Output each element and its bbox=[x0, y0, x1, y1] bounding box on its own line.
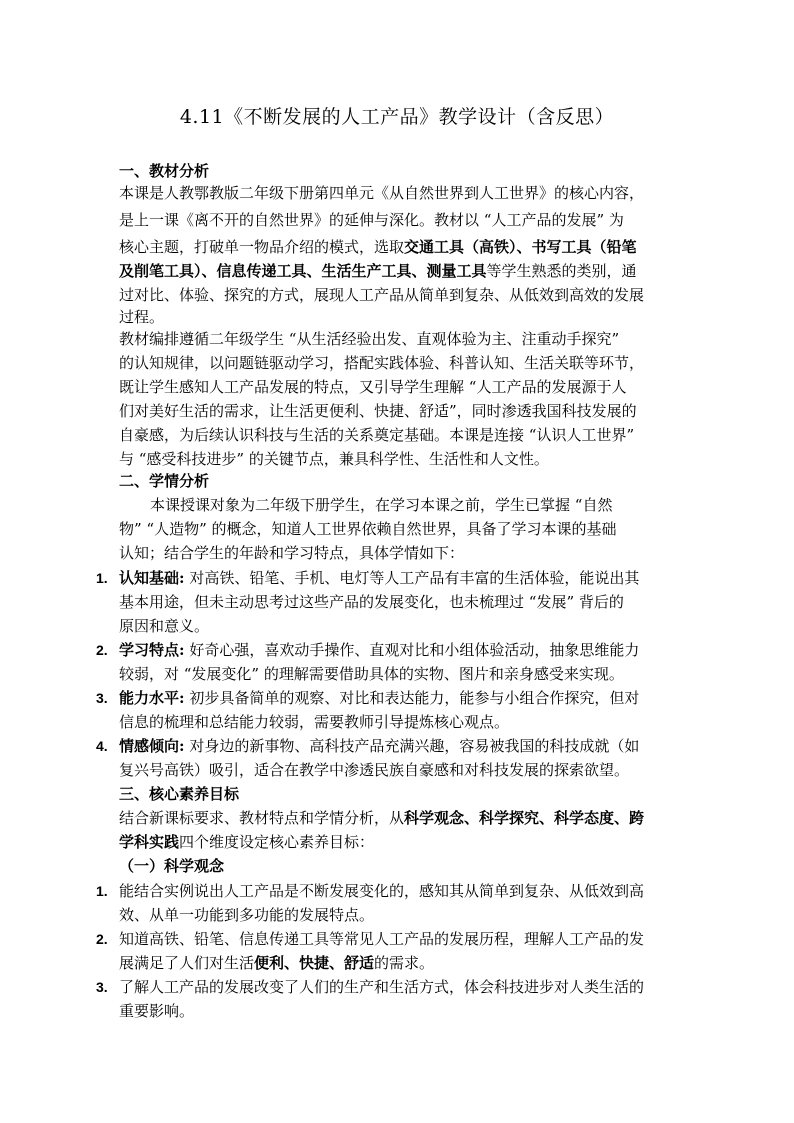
list-number: 4. bbox=[96, 738, 108, 754]
paragraph-line: 过程。 bbox=[119, 308, 165, 326]
list-number: 2. bbox=[96, 642, 108, 658]
list-number: 1. bbox=[96, 883, 108, 899]
paragraph-line: 既让学生感知人工产品发展的特点，又引导学生理解 “人工产品的发展源于人 bbox=[119, 378, 627, 396]
list-item-continuation: 信息的梳理和总结能力较弱，需要教师引导提炼核心观点。 bbox=[119, 713, 510, 731]
paragraph-line: 物” “人造物” 的概念，知道人工世界依赖自然世界，具备了学习本课的基础 bbox=[119, 520, 617, 538]
section-heading-core-literacy-goals: 三、核心素养目标 bbox=[119, 785, 240, 803]
paragraph-line: 与 “感受科技进步” 的关键节点，兼具科学性、生活性和人文性。 bbox=[119, 450, 549, 468]
list-item: 能结合实例说出人工产品是不断发展变化的，感知其从简单到复杂、从低效到高 bbox=[119, 882, 645, 900]
paragraph-line: 教材编排遵循二年级学生 “从生活经验出发、直观体验为主、注重动手探究” bbox=[119, 330, 620, 348]
list-item: 了解人工产品的发展改变了人们的生产和生活方式，体会科技进步对人类生活的 bbox=[119, 978, 645, 996]
paragraph-line: 过对比、体验、探究的方式，展现人工产品从简单到复杂、从低效到高效的发展 bbox=[119, 286, 645, 304]
list-number: 1. bbox=[96, 570, 108, 586]
list-item-continuation: 效、从单一功能到多功能的发展特点。 bbox=[119, 906, 375, 924]
paragraph-line: 核心主题，打破单一物品介绍的模式，选取交通工具（高铁）、书写工具（铅笔 bbox=[119, 238, 637, 256]
paragraph-line: 本课是人教鄂教版二年级下册第四单元《从自然世界到人工世界》的核心内容， bbox=[119, 184, 645, 202]
list-item-continuation: 展满足了人们对生活便利、快捷、舒适的需求。 bbox=[119, 954, 435, 972]
list-number: 3. bbox=[96, 690, 108, 706]
list-number: 3. bbox=[96, 979, 108, 995]
list-item: 能力水平: 初步具备简单的观察、对比和表达能力，能参与小组合作探究，但对 bbox=[119, 689, 640, 707]
paragraph-line: 自豪感，为后续认识科技与生活的关系奠定基础。本课是连接 “认识人工世界” bbox=[119, 426, 635, 444]
paragraph-line: 结合新课标要求、教材特点和学情分析，从科学观念、科学探究、科学态度、跨 bbox=[119, 809, 645, 827]
list-item: 学习特点: 好奇心强，喜欢动手操作、直观对比和小组体验活动，抽象思维能力 bbox=[119, 641, 640, 659]
list-item-continuation: 较弱，对 “发展变化” 的理解需要借助具体的实物、图片和亲身感受来实现。 bbox=[119, 665, 624, 683]
list-item-continuation: 基本用途，但未主动思考过这些产品的发展变化，也未梳理过 “发展” 背后的 bbox=[119, 593, 624, 611]
paragraph-line: 学科实践四个维度设定核心素养目标： bbox=[119, 833, 375, 851]
paragraph-line: 本课授课对象为二年级下册学生，在学习本课之前，学生已掌握 “自然 bbox=[150, 496, 613, 514]
paragraph-line: 是上一课《离不开的自然世界》的延伸与深化。教材以 “人工产品的发展” 为 bbox=[119, 211, 624, 229]
paragraph-line: 的认知规律，以问题链驱动学习，搭配实践体验、科普认知、生活关联等环节， bbox=[119, 354, 645, 372]
list-item-continuation: 复兴号高铁）吸引，适合在教学中渗透民族自豪感和对科技发展的探索欲望。 bbox=[119, 761, 630, 779]
list-number: 2. bbox=[96, 931, 108, 947]
list-item: 知道高铁、铅笔、信息传递工具等常见人工产品的发展历程，理解人工产品的发 bbox=[119, 930, 645, 948]
subsection-heading-scientific-concepts: （一）科学观念 bbox=[119, 857, 225, 875]
list-item-continuation: 原因和意义。 bbox=[119, 617, 210, 635]
list-item: 认知基础: 对高铁、铅笔、手机、电灯等人工产品有丰富的生活体验，能说出其 bbox=[119, 569, 640, 587]
section-heading-textbook-analysis: 一、教材分析 bbox=[119, 162, 210, 180]
document-title: 4.11《不断发展的人工产品》教学设计（含反思） bbox=[179, 106, 615, 128]
section-heading-learner-analysis: 二、学情分析 bbox=[119, 472, 210, 490]
list-item-continuation: 重要影响。 bbox=[119, 1002, 195, 1020]
paragraph-line: 及削笔工具）、信息传递工具、生活生产工具、测量工具等学生熟悉的类别，通 bbox=[119, 262, 637, 280]
list-item: 情感倾向: 对身边的新事物、高科技产品充满兴趣，容易被我国的科技成就（如 bbox=[119, 737, 640, 755]
paragraph-line: 们对美好生活的需求，让生活更便利、快捷、舒适”，同时渗透我国科技发展的 bbox=[119, 402, 637, 420]
paragraph-line: 认知；结合学生的年龄和学习特点，具体学情如下： bbox=[119, 544, 465, 562]
